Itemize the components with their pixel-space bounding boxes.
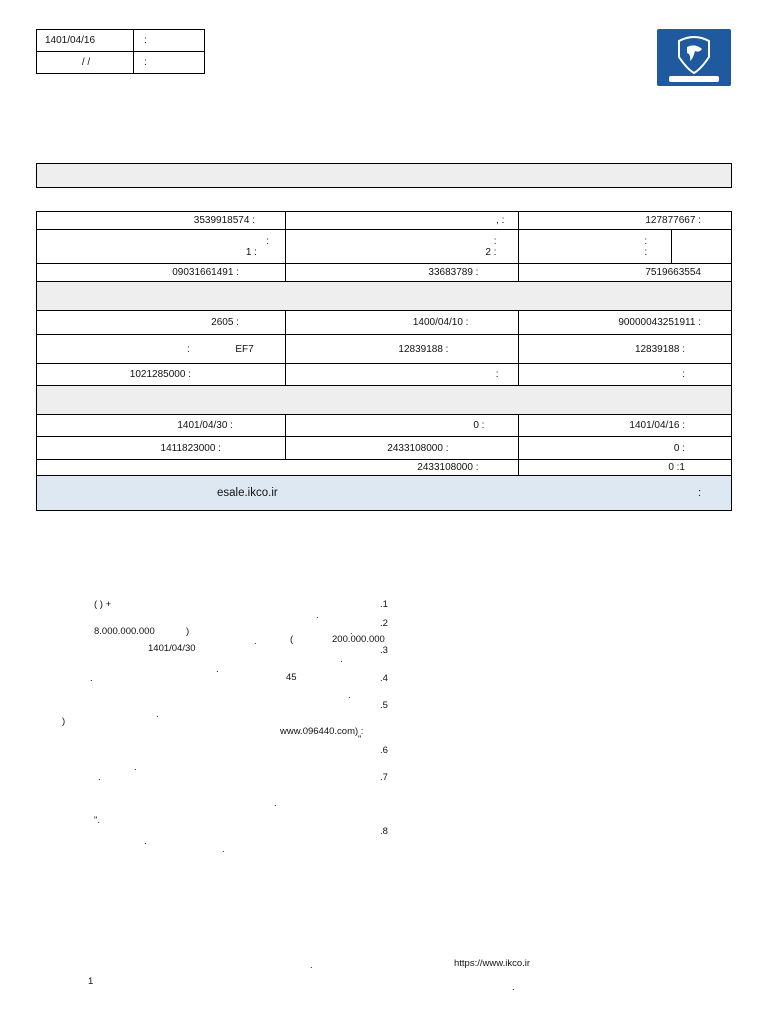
address-1-value: 1 : (245, 246, 257, 258)
header-info-table (36, 29, 205, 74)
cell-address-2 (285, 230, 519, 264)
address-3-value: : (644, 246, 648, 258)
note-2-paren-open: ( (290, 634, 294, 645)
page-number: 1 (88, 976, 94, 987)
note-3-date: 1401/04/30 (148, 643, 196, 654)
note-6-number: .6 (380, 745, 388, 756)
section-header-vehicle (37, 282, 732, 311)
order-details-table (36, 211, 732, 511)
cell-total-payable: 2433108000 : (285, 437, 519, 460)
footer-dot-b: . (512, 982, 515, 993)
ikco-horse-logo-icon (657, 29, 731, 86)
note-5-site: www.096440.com) : (280, 726, 364, 737)
note-1-dot: . (316, 610, 319, 621)
note-2-paren: ) (186, 626, 190, 637)
address-2-value: 2 : (485, 246, 497, 258)
cell-engine (37, 335, 286, 364)
date-value: 1401/04/16 (37, 30, 134, 52)
note-7-dot-b: . (274, 798, 277, 809)
cell-mobile: 09031661491 : (37, 264, 286, 282)
note-4-number: .4 (380, 673, 388, 684)
note-2-dot-b: . (254, 636, 257, 647)
cell-order-number: 90000043251911 : (519, 311, 732, 335)
note-4-dot: . (90, 673, 93, 684)
cell-price: 1021285000 : (37, 364, 286, 386)
note-5-dot-b: . (156, 709, 159, 720)
note-2-amount-b: 200.000.000 (332, 634, 385, 645)
cell-customer-code: 127877667 : (519, 212, 732, 230)
number-value: / / (37, 52, 134, 74)
cell-price-3: : (519, 364, 732, 386)
note-5-dot: . (348, 690, 351, 701)
cell-phone: 33683789 : (285, 264, 519, 282)
cell-website (37, 476, 286, 511)
cell-national-id: 3539918574 : (37, 212, 286, 230)
footer-dot: . (310, 960, 313, 971)
note-7-number: .7 (380, 772, 388, 783)
note-8-dot-b: . (222, 844, 225, 855)
cell-postal-code: 7519663554 (519, 264, 732, 282)
note-5-quote: " (358, 734, 362, 745)
note-5-number: .5 (380, 700, 388, 711)
note-3-number: .3 (380, 645, 388, 656)
document-title-bar (36, 163, 732, 188)
note-7-dot: . (98, 772, 101, 783)
cell-tracking-2: 12839188 : (519, 335, 732, 364)
cell-issue-date: 1401/04/16 : (519, 415, 732, 437)
cell-address-extra (672, 230, 732, 264)
note-3-dot-b: . (216, 664, 219, 675)
note-1-text: ( ) + (94, 599, 112, 610)
note-1-number: .1 (380, 599, 388, 610)
engine-value: EF7 (235, 343, 254, 355)
note-8-number: .8 (380, 826, 388, 837)
note-7-quote: ". (94, 815, 101, 826)
cell-discount: 0 : (285, 415, 519, 437)
cell-vehicle-code: 2605 : (37, 311, 286, 335)
cell-remaining: 1411823000 : (37, 437, 286, 460)
note-2-amount: 8.000.000.000 (94, 626, 155, 637)
cell-order-date: 1400/04/10 : (285, 311, 519, 335)
note-4-days: 45 (286, 672, 297, 683)
address-1-label: : (266, 235, 269, 247)
cell-tracking-1: 12839188 : (285, 335, 519, 364)
engine-label: : (187, 343, 190, 355)
number-label: : (134, 52, 205, 74)
website-link[interactable]: esale.ikco.ir (217, 487, 278, 499)
cell-address-3 (519, 230, 672, 264)
note-2-dot: . (350, 626, 353, 637)
cell-delivery-date: 1401/04/30 : (37, 415, 286, 437)
section-header-payment (37, 386, 732, 415)
cell-total-other: 0 :1 (519, 460, 732, 476)
address-2-label: : (493, 235, 497, 247)
note-5-paren: ) (62, 716, 66, 727)
note-6-dot: . (134, 762, 137, 773)
note-3-dot: . (340, 654, 343, 665)
note-8-dot: . (144, 836, 147, 847)
cell-total-empty (37, 460, 286, 476)
address-3-label: : (644, 235, 648, 247)
cell-website-label: : (285, 476, 731, 511)
date-label: : (134, 30, 205, 52)
cell-total-amount: 2433108000 : (285, 460, 519, 476)
footer-url[interactable]: https://www.ikco.ir (454, 958, 531, 969)
cell-deposit: 0 : (519, 437, 732, 460)
cell-price-2: : (285, 364, 519, 386)
cell-name: , : (285, 212, 519, 230)
cell-address-1 (37, 230, 286, 264)
note-2-number: .2 (380, 618, 388, 629)
